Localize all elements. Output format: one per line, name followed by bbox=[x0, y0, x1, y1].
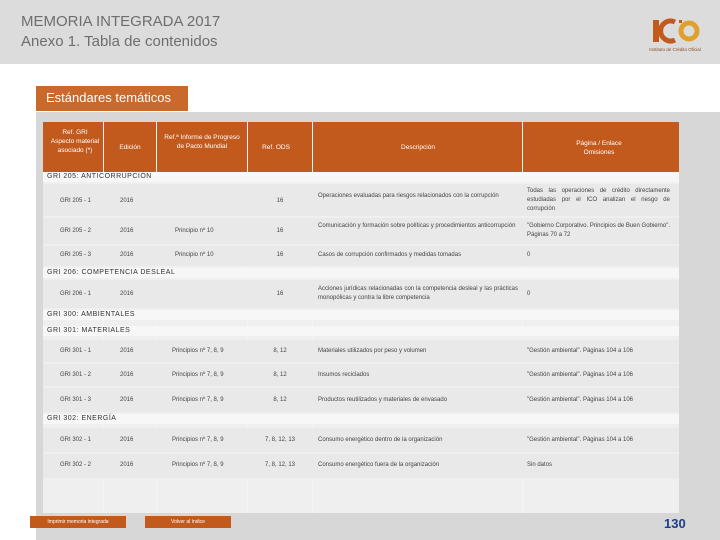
cell-description: Insumos reciclados bbox=[318, 372, 370, 378]
cell-description: Casos de corrupción confirmados y medidas tomadas bbox=[318, 252, 462, 258]
cell-ref: GRI 302 - 1 bbox=[60, 437, 92, 443]
cell-edition: 2016 bbox=[120, 291, 134, 297]
cell-description: Acciones jurídicas relacionadas con la competencia desleal y las prácticas monopólicas y contra la libre competencia bbox=[318, 286, 518, 301]
cell-edition: 2016 bbox=[120, 348, 134, 354]
logo-caption: Instituto de Crédito Oficial bbox=[649, 47, 701, 52]
cell-ref: GRI 301 - 1 bbox=[60, 348, 92, 354]
cell-ref: GRI 206 - 1 bbox=[60, 291, 92, 297]
category-row-gri205: GRI 205: ANTICORRUPCIÓN bbox=[43, 172, 679, 182]
cell-page: Todas las operaciones de crédito directamente estudiadas por el ICO analizan el riesgo de corrupción bbox=[527, 188, 670, 212]
cell-edition: 2016 bbox=[120, 228, 134, 234]
cell-page: "Gobierno Corporativo. Principios de Buen Gobierno". Páginas 70 a 72 bbox=[527, 223, 671, 238]
cell-pacto: Principios nº 7, 8, 9 bbox=[172, 462, 224, 468]
cell-pacto: Principios nº 7, 8, 9 bbox=[172, 397, 224, 403]
ico-logo bbox=[646, 14, 704, 58]
cell-pacto: Principios nº 7, 8, 9 bbox=[172, 437, 224, 443]
cell-ref: GRI 205 - 1 bbox=[60, 198, 92, 204]
cell-page: "Gestión ambiental". Páginas 104 a 106 bbox=[527, 372, 633, 378]
cell-page: "Gestión ambiental". Páginas 104 a 106 bbox=[527, 397, 633, 403]
section-title: Estándares temáticos bbox=[46, 90, 172, 105]
category-row-gri301: GRI 301: MATERIALES bbox=[43, 326, 679, 336]
cell-description: Materiales utilizados por peso y volumen bbox=[318, 348, 427, 354]
cell-pacto: Principio nº 10 bbox=[175, 228, 214, 234]
cell-page: 0 bbox=[527, 252, 531, 258]
cell-page: Sin datos bbox=[527, 462, 553, 468]
cell-description: Operaciones evaluadas para riesgos relacionados con la corrupción bbox=[318, 193, 499, 199]
column-header-ref-gri: Ref. GRI Aspecto material asociado (*) bbox=[50, 129, 100, 154]
cell-ods: 8, 12 bbox=[273, 348, 287, 354]
column-header-pacto: Ref.ª Informe de Progreso de Pacto Mundial bbox=[164, 134, 240, 150]
cell-ods: 16 bbox=[276, 198, 284, 204]
ico-logo-icon bbox=[649, 16, 701, 46]
category-row-gri302: GRI 302: ENERGÍA bbox=[43, 414, 679, 424]
cell-ods: 7, 8, 12, 13 bbox=[264, 462, 296, 468]
cell-ods: 16 bbox=[276, 252, 284, 258]
cell-edition: 2016 bbox=[120, 397, 134, 403]
cell-ref: GRI 302 - 2 bbox=[60, 462, 92, 468]
cell-ods: 16 bbox=[276, 228, 284, 234]
cell-pacto: Principio nº 10 bbox=[175, 252, 214, 258]
column-header-page: Página / Enlace Omisiones bbox=[576, 140, 622, 156]
cell-ods: 8, 12 bbox=[273, 372, 287, 378]
cell-description: Comunicación y formación sobre políticas y procedimientos anticorrupción bbox=[318, 223, 516, 229]
document-subtitle: Anexo 1. Tabla de contenidos bbox=[21, 33, 218, 50]
cell-pacto: Principios nº 7, 8, 9 bbox=[172, 372, 224, 378]
cell-edition: 2016 bbox=[120, 437, 134, 443]
category-row-gri300: GRI 300: AMBIENTALES bbox=[43, 310, 679, 320]
page-number: 130 bbox=[664, 516, 686, 531]
header-band bbox=[0, 0, 720, 64]
cell-page: 0 bbox=[527, 291, 531, 297]
cell-description: Productos reutilizados y materiales de envasado bbox=[318, 397, 448, 403]
cell-ods: 8, 12 bbox=[273, 397, 287, 403]
cell-edition: 2016 bbox=[120, 198, 134, 204]
cell-description: Consumo energético fuera de la organización bbox=[318, 462, 440, 468]
cell-ods: 16 bbox=[276, 291, 284, 297]
cell-pacto: Principios nº 7, 8, 9 bbox=[172, 348, 224, 354]
back-to-index-button[interactable]: Volver al índice bbox=[145, 516, 231, 528]
cell-description: Consumo energético dentro de la organización bbox=[318, 437, 443, 443]
cell-edition: 2016 bbox=[120, 462, 134, 468]
cell-edition: 2016 bbox=[120, 372, 134, 378]
cell-ref: GRI 301 - 2 bbox=[60, 372, 92, 378]
document-title: MEMORIA INTEGRADA 2017 bbox=[21, 13, 221, 30]
category-row-gri206: GRI 206: COMPETENCIA DESLEAL bbox=[43, 268, 679, 278]
cell-edition: 2016 bbox=[120, 252, 134, 258]
cell-ref: GRI 205 - 2 bbox=[60, 228, 92, 234]
column-header-ods: Ref. ODS bbox=[262, 144, 290, 151]
cell-page: "Gestión ambiental". Páginas 104 a 106 bbox=[527, 348, 633, 354]
column-header-description: Descripción bbox=[401, 144, 435, 151]
print-report-button[interactable]: Imprimir memoria integrada bbox=[30, 516, 126, 528]
cell-ods: 7, 8, 12, 13 bbox=[264, 437, 296, 443]
column-header-edition: Edición bbox=[119, 144, 141, 151]
cell-ref: GRI 301 - 3 bbox=[60, 397, 92, 403]
cell-page: "Gestión ambiental". Páginas 104 a 106 bbox=[527, 437, 633, 443]
cell-ref: GRI 205 - 3 bbox=[60, 252, 92, 258]
